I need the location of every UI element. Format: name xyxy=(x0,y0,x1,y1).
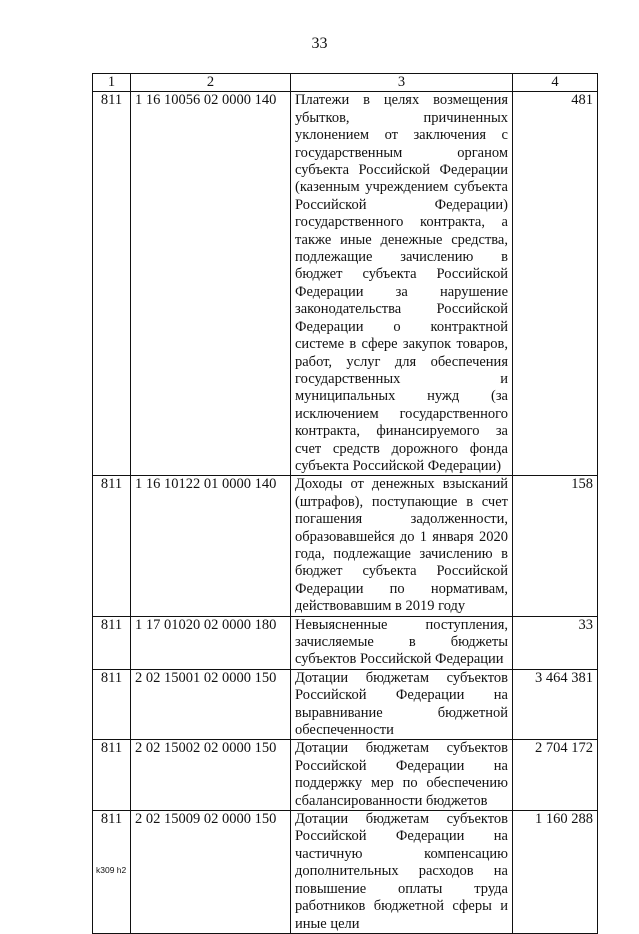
income-code-cell: 2 02 15002 02 0000 150 xyxy=(131,740,291,811)
table-row xyxy=(93,476,598,616)
table-row xyxy=(93,740,598,811)
amount-cell: 33 xyxy=(513,616,598,669)
table-row xyxy=(93,616,598,669)
amount-cell: 481 xyxy=(513,92,598,476)
admin-code-cell: 811 xyxy=(93,740,131,811)
income-code-cell: 1 16 10056 02 0000 140 xyxy=(131,92,291,476)
income-code-cell: 2 02 15009 02 0000 150 xyxy=(131,811,291,934)
page-number: 33 xyxy=(311,35,328,52)
table-row xyxy=(93,92,598,476)
column-header-1: 1 xyxy=(93,74,131,92)
admin-code-cell: 811 xyxy=(93,669,131,740)
admin-code-cell: 811 xyxy=(93,811,131,934)
income-name-cell: Доходы от денежных взысканий (штрафов), поступающие в счет погашения задолженности, образовавшейся до 1 января 2020 года, подлежащие зачислению в бюджет субъекта Российской Федерации по нормативам, действовавшим в 2019 году xyxy=(291,476,513,616)
footer-document-code: k309 h2 xyxy=(96,865,127,875)
amount-cell: 3 464 381 xyxy=(513,669,598,740)
column-header-2: 2 xyxy=(131,74,291,92)
table-row xyxy=(93,811,598,934)
admin-code-cell: 811 xyxy=(93,476,131,616)
amount-cell: 2 704 172 xyxy=(513,740,598,811)
admin-code-cell: 811 xyxy=(93,92,131,476)
income-name-cell: Невыясненные поступления, зачисляемые в бюджеты субъектов Российской Федерации xyxy=(291,616,513,669)
column-header-4: 4 xyxy=(513,74,598,92)
table-header-row xyxy=(93,74,598,92)
amount-cell: 158 xyxy=(513,476,598,616)
revenue-table xyxy=(92,73,598,934)
income-code-cell: 2 02 15001 02 0000 150 xyxy=(131,669,291,740)
admin-code-cell: 811 xyxy=(93,616,131,669)
income-name-cell: Дотации бюджетам субъектов Российской Федерации на выравнивание бюджетной обеспеченности xyxy=(291,669,513,740)
amount-cell: 1 160 288 xyxy=(513,811,598,934)
column-header-3: 3 xyxy=(291,74,513,92)
income-code-cell: 1 16 10122 01 0000 140 xyxy=(131,476,291,616)
income-name-cell: Дотации бюджетам субъектов Российской Федерации на поддержку мер по обеспечению сбалансированности бюджетов xyxy=(291,740,513,811)
income-code-cell: 1 17 01020 02 0000 180 xyxy=(131,616,291,669)
income-name-cell: Платежи в целях возмещения убытков, причиненных уклонением от заключения с государственным органом субъекта Российской Федерации (казенным учреждением субъекта Российской Федерации) государственного контракта, а также иные денежные средства, подлежащие зачислению в бюджет субъекта Российской Федерации за нарушение законодательства Российской Федерации о контрактной системе в сфере закупок товаров, работ, услуг для обеспечения государственных и муниципальных нужд (за исключением государственного контракта, финансируемого за счет средств дорожного фонда субъекта Российской Федерации) xyxy=(291,92,513,476)
table-row xyxy=(93,669,598,740)
income-name-cell: Дотации бюджетам субъектов Российской Федерации на частичную компенсацию дополнительных расходов на повышение оплаты труда работников бюджетной сферы и иные цели xyxy=(291,811,513,934)
